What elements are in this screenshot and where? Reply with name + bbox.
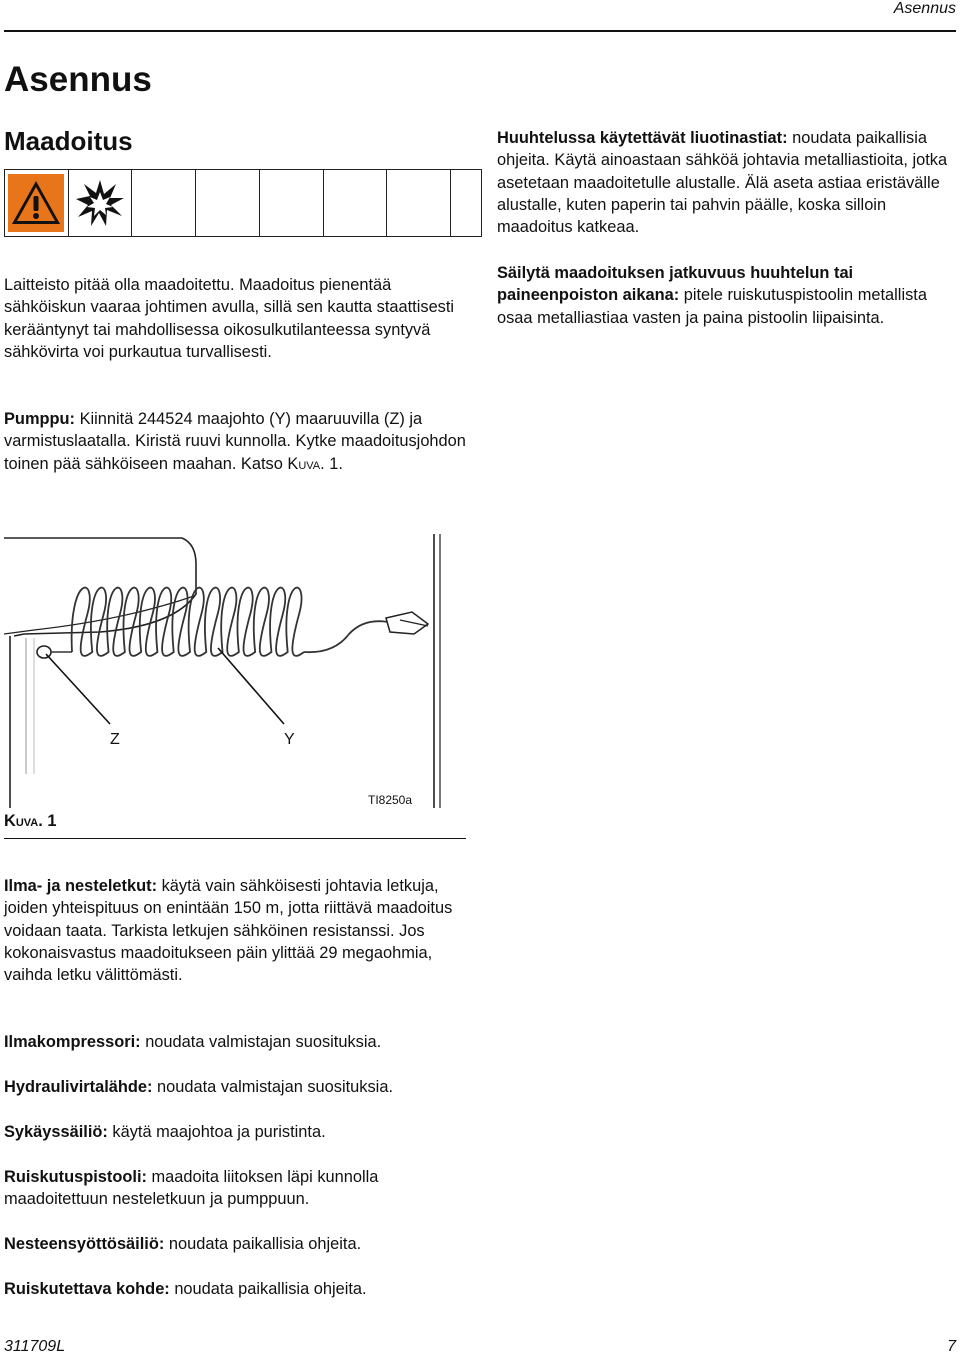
- item-spray-target: [4, 1278, 466, 1300]
- flush-continuity-paragraph: [497, 262, 952, 329]
- empty-symbol-cell: [260, 170, 324, 236]
- item-fluid-supply: [4, 1233, 466, 1255]
- item-label: Ruiskutuspistooli:: [4, 1168, 147, 1186]
- item-text: noudata valmistajan suosituksia.: [140, 1033, 382, 1051]
- grounding-figure: [4, 534, 466, 808]
- figure-caption-number: . 1: [38, 812, 57, 830]
- figure-rule: [4, 838, 466, 839]
- empty-symbol-cell: [132, 170, 196, 236]
- label-z: Z: [110, 731, 120, 748]
- section-title: Maadoitus: [4, 126, 133, 156]
- item-label: Ilmakompressori:: [4, 1033, 141, 1051]
- figure-code: TI8250a: [368, 793, 413, 807]
- flush-label: Säilytä maadoituksen jatkuvuus huuhtelun tai paineenpoiston aikana:: [497, 264, 854, 305]
- grounding-intro: Laitteisto pitää olla maadoitettu. Maadoitus pienentää sähköiskun vaaraa johtimen avulla, sillä sen kautta staattisesti kerääntynyt tai mahdollisessa oikosulkutilanteessa syntyvä sähkövirta voi purkautua turvallisesti.: [4, 276, 455, 361]
- item-spray-gun: [4, 1166, 466, 1211]
- document-number: 311709L: [4, 1338, 66, 1355]
- item-label: Ilma- ja nesteletkut:: [4, 877, 158, 895]
- solvent-container-paragraph: [497, 127, 952, 238]
- empty-symbol-cell: [387, 170, 451, 236]
- item-hoses: [4, 875, 466, 986]
- page-title: Asennus: [4, 60, 152, 99]
- solvent-label: Huuhtelussa käytettävät liuotinastiat:: [497, 129, 788, 147]
- solvent-text: noudata paikallisia ohjeita. Käytä ainoastaan sähköä johtavia metalliastioita, jotka asetetaan maadoitetulle alustalle. Älä aseta astiaa eristävälle alustalle, kuten paperin tai pahvin päälle, koska silloin maadoitus katkeaa.: [497, 129, 948, 237]
- item-text: maadoita liitoksen läpi kunnolla maadoitettuun nesteletkuun ja pumppuun.: [4, 1168, 379, 1209]
- pump-text: Kiinnitä 244524 maajohto (Y) maaruuvilla (Z) ja varmistuslaatalla. Kiristä ruuvi kunnolla. Kytke maadoitusjohdon toinen pää sähköiseen maahan. Katso: [4, 410, 466, 473]
- item-label: Sykäyssäiliö:: [4, 1123, 108, 1141]
- label-y: Y: [284, 731, 295, 748]
- item-label: Nesteensyöttösäiliö:: [4, 1235, 165, 1253]
- pump-paragraph: [4, 408, 466, 475]
- empty-symbol-cell: [324, 170, 388, 236]
- explosion-icon: [69, 170, 133, 236]
- flush-text: pitele ruiskutuspistoolin metallista osaa metalliastiaa vasten ja paina pistoolin liipaisinta.: [497, 286, 927, 327]
- figure-ref: Kuva: [287, 454, 321, 473]
- empty-symbol-cell: [451, 170, 481, 236]
- figure-ref-number: . 1.: [320, 454, 343, 473]
- item-text: noudata valmistajan suosituksia.: [152, 1078, 393, 1096]
- warning-icon-strip: [4, 169, 482, 237]
- item-text: käytä vain sähköisesti johtavia letkuja, joiden yhteispituus on enintään 150 m, jotta riittävä maadoitus voidaan taata. Tarkista letkujen sähköinen resistanssi. Jos kokonaisvastus maadoitukseen päin ylittää 29 megaohmia, vaihda letku välittömästi.: [4, 877, 453, 985]
- item-label: Hydraulivirtalähde:: [4, 1078, 153, 1096]
- empty-symbol-cell: [196, 170, 260, 236]
- item-text: käytä maajohtoa ja puristinta.: [107, 1123, 326, 1141]
- page-number: 7: [947, 1338, 956, 1355]
- figure-caption: [4, 812, 56, 831]
- item-text: noudata paikallisia ohjeita.: [164, 1235, 362, 1253]
- pump-label: Pumppu:: [4, 410, 76, 428]
- item-label: Ruiskutettava kohde:: [4, 1280, 170, 1298]
- header-rule: [4, 30, 956, 32]
- running-header: Asennus: [893, 0, 956, 17]
- item-air-compressor: [4, 1031, 466, 1053]
- grounding-illustration: [4, 534, 466, 808]
- item-surge-tank: [4, 1121, 466, 1143]
- warning-triangle-icon: [5, 170, 69, 236]
- item-hydraulic-power: [4, 1076, 466, 1098]
- figure-caption-prefix: Kuva: [4, 812, 39, 830]
- item-text: noudata paikallisia ohjeita.: [169, 1280, 367, 1298]
